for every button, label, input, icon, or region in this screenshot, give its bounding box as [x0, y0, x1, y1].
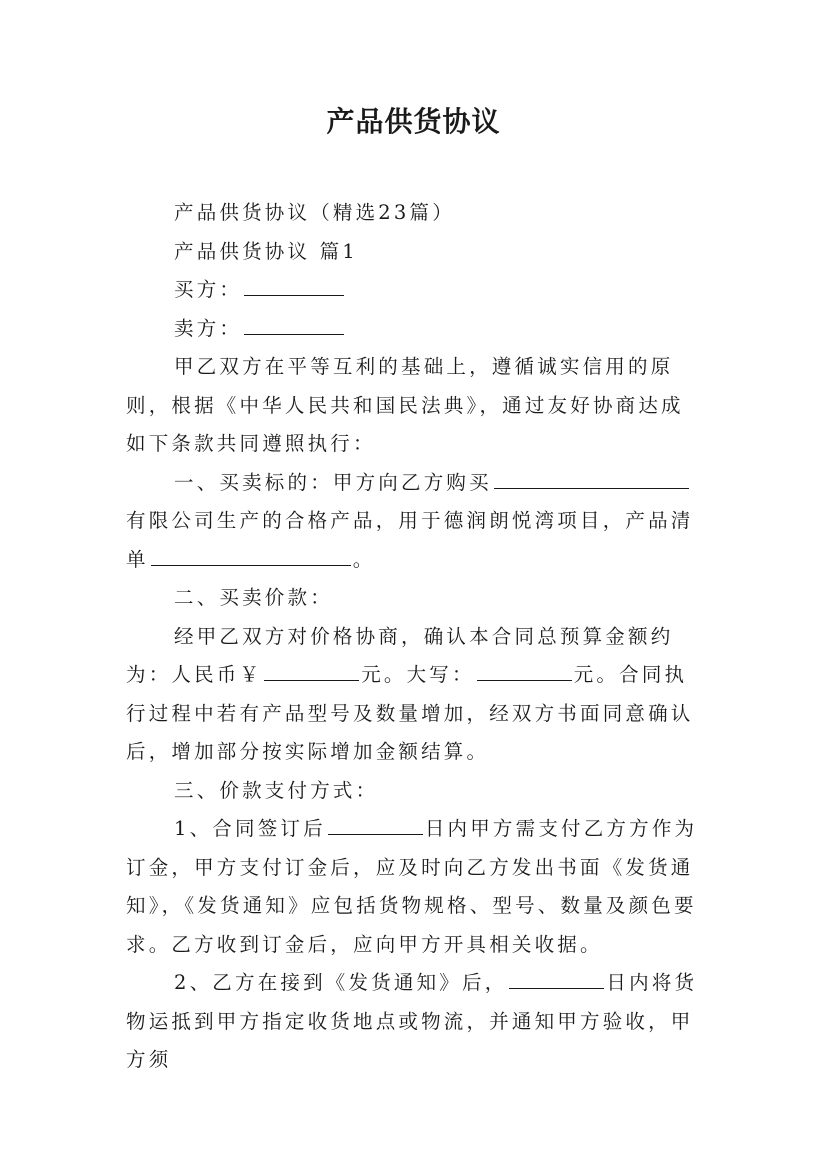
deposit-days-blank: [328, 816, 423, 835]
section-heading: 产品供货协议 篇1: [174, 239, 358, 263]
clause1-end: 。: [352, 547, 376, 571]
clause-3-1: [126, 810, 706, 964]
clause1-supplier-blank: [494, 470, 689, 489]
clause3-1-text-b: 日内甲方需支付乙方方作为订金，甲方支付订金后，应及时向乙方发出书面《发货通知》，《发货通知》应包括货物规格、型号、数量及颜色要求。乙方收到订金后，应向甲方开具相关收据。: [126, 817, 698, 956]
document-title: 产品供货协议: [326, 105, 501, 138]
clause2-text-b: 元。大写：: [361, 663, 475, 686]
clause3-1-text-a: 1、合同签订后: [174, 817, 326, 840]
clause-2: [126, 618, 706, 772]
intro-paragraph: 甲乙双方在平等互利的基础上，遵循诚实信用的原则，根据《中华人民共和国民法典》，通过友好协商达成如下条款共同遵照执行：: [126, 355, 684, 455]
clause3-2-text-a: 2、乙方在接到《发货通知》后，: [174, 971, 508, 994]
clause2-text-c: 元。合同执行过程中若有产品型号及数量增加，经双方书面同意确认后，增加部分按实际增加金额结算。: [126, 663, 694, 763]
clause-3-2: [126, 964, 706, 1080]
document-body: [126, 194, 706, 1080]
amount-words-blank: [477, 662, 572, 681]
buyer-line: [126, 271, 706, 310]
clause1-list-blank: [151, 547, 351, 566]
clause-1: [126, 464, 706, 580]
clause-3-heading: 三、价款支付方式：: [174, 778, 379, 802]
seller-blank: [244, 316, 344, 335]
clause1-text-a: 一、买卖标的：甲方向乙方购买: [174, 470, 492, 494]
buyer-label: 买方：: [174, 278, 243, 301]
clause2-text-a: 经甲乙双方对价格协商，确认本合同总预算金额约为：人民币￥: [126, 624, 674, 686]
buyer-blank: [244, 277, 344, 296]
seller-label: 卖方：: [174, 316, 243, 340]
seller-line: [126, 310, 706, 349]
clause1-text-b: 有限公司生产的合格产品，用于德润朗悦湾项目，产品清单: [126, 509, 694, 571]
delivery-days-blank: [509, 970, 604, 989]
clause-2-heading: 二、买卖价款：: [174, 586, 333, 609]
amount-blank: [264, 662, 359, 681]
clause3-2-text-b: 日内将货物运抵到甲方指定收货地点或物流，并通知甲方验收，甲方须: [126, 971, 698, 1071]
subtitle: 产品供货协议（精选23篇）: [174, 201, 455, 224]
